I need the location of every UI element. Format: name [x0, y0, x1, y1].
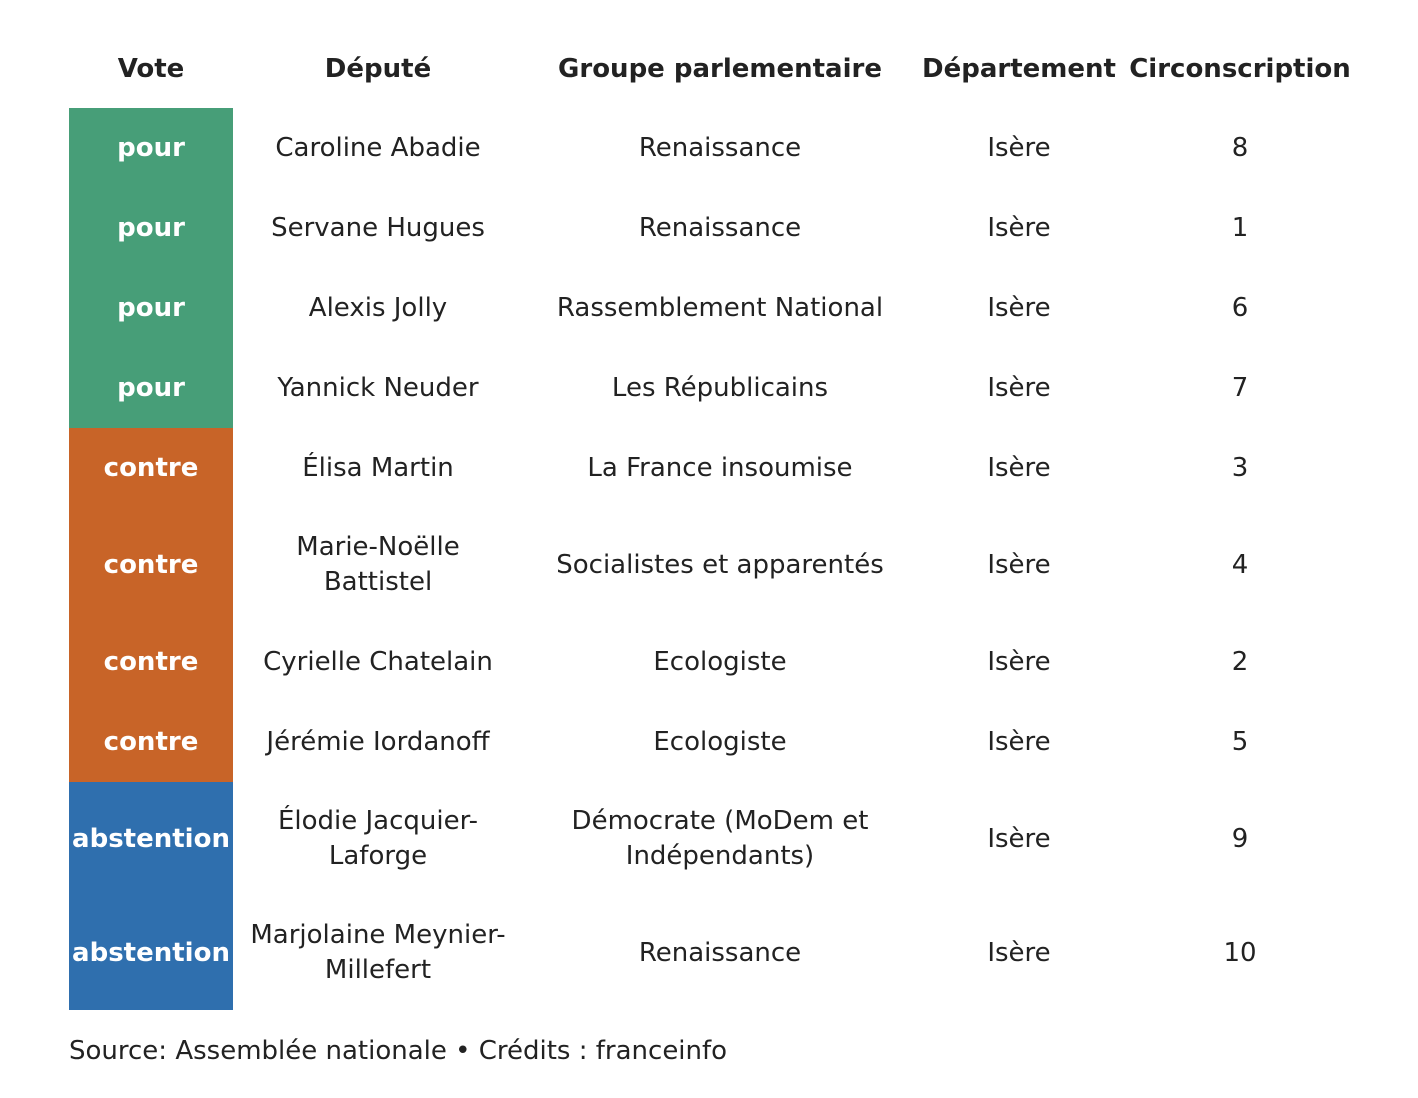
table-row	[69, 268, 1359, 348]
table-row	[69, 108, 1359, 188]
groupe-cell: Ecologiste	[653, 646, 787, 677]
circonscription-cell: 5	[1231, 726, 1249, 757]
header-circonscription: Circonscription	[1129, 54, 1351, 84]
circonscription-cell: 10	[1223, 937, 1257, 968]
table-row	[69, 622, 1359, 702]
depute-cell: Cyrielle Chatelain	[263, 646, 493, 677]
departement-cell: Isère	[987, 646, 1051, 677]
header-groupe: Groupe parlementaire	[558, 54, 882, 84]
departement-cell: Isère	[987, 937, 1051, 968]
circonscription-cell: 8	[1231, 132, 1249, 163]
departement-cell: Isère	[987, 823, 1051, 854]
circonscription-cell: 6	[1231, 292, 1249, 323]
vote-cell: contre	[69, 622, 233, 702]
circonscription-cell: 1	[1231, 212, 1249, 243]
groupe-cell: Renaissance	[638, 132, 802, 163]
groupe-cell: Démocrate (MoDem et Indépendants)	[571, 806, 869, 871]
departement-cell: Isère	[987, 549, 1051, 580]
groupe-cell: La France insoumise	[587, 452, 853, 483]
table-header-row	[69, 30, 1359, 108]
groupe-cell: Socialistes et apparentés	[556, 549, 884, 580]
vote-cell: pour	[69, 108, 233, 188]
departement-cell: Isère	[987, 726, 1051, 757]
groupe-cell: Ecologiste	[653, 726, 787, 757]
circonscription-cell: 7	[1231, 372, 1249, 403]
circonscription-cell: 4	[1231, 549, 1249, 580]
vote-cell: contre	[69, 508, 233, 622]
groupe-cell: Les Républicains	[611, 372, 829, 403]
header-depute: Député	[324, 54, 432, 84]
vote-cell: pour	[69, 188, 233, 268]
circonscription-cell: 9	[1231, 823, 1249, 854]
departement-cell: Isère	[987, 372, 1051, 403]
table-row	[69, 428, 1359, 508]
table-row	[69, 782, 1359, 896]
depute-cell: Alexis Jolly	[308, 292, 448, 323]
vote-cell: pour	[69, 268, 233, 348]
table-row	[69, 188, 1359, 268]
depute-cell: Élisa Martin	[302, 452, 454, 483]
table-body	[69, 108, 1359, 1010]
departement-cell: Isère	[987, 212, 1051, 243]
table-row	[69, 508, 1359, 622]
departement-cell: Isère	[987, 292, 1051, 323]
header-vote: Vote	[117, 54, 185, 84]
depute-cell: Caroline Abadie	[275, 132, 481, 163]
vote-cell: abstention	[69, 896, 233, 1010]
groupe-cell: Rassemblement National	[556, 292, 884, 323]
header-departement: Département	[922, 54, 1116, 84]
depute-cell: Yannick Neuder	[277, 372, 479, 403]
groupe-cell: Renaissance	[638, 937, 802, 968]
source-credits: Source: Assemblée nationale • Crédits : franceinfo	[69, 1036, 728, 1066]
vote-cell: contre	[69, 428, 233, 508]
depute-cell: Élodie Jacquier-Laforge	[277, 806, 479, 871]
vote-cell: contre	[69, 702, 233, 782]
table-row	[69, 702, 1359, 782]
votes-table	[69, 30, 1359, 1010]
votes-table-container	[69, 30, 1359, 1010]
depute-cell: Marie-Noëlle Battistel	[296, 532, 460, 597]
depute-cell: Jérémie Iordanoff	[266, 726, 490, 757]
table-row	[69, 896, 1359, 1010]
vote-cell: pour	[69, 348, 233, 428]
circonscription-cell: 3	[1231, 452, 1249, 483]
departement-cell: Isère	[987, 132, 1051, 163]
table-row	[69, 348, 1359, 428]
departement-cell: Isère	[987, 452, 1051, 483]
groupe-cell: Renaissance	[638, 212, 802, 243]
depute-cell: Servane Hugues	[271, 212, 485, 243]
vote-cell: abstention	[69, 782, 233, 896]
depute-cell: Marjolaine Meynier-Millefert	[250, 920, 506, 985]
circonscription-cell: 2	[1231, 646, 1249, 677]
